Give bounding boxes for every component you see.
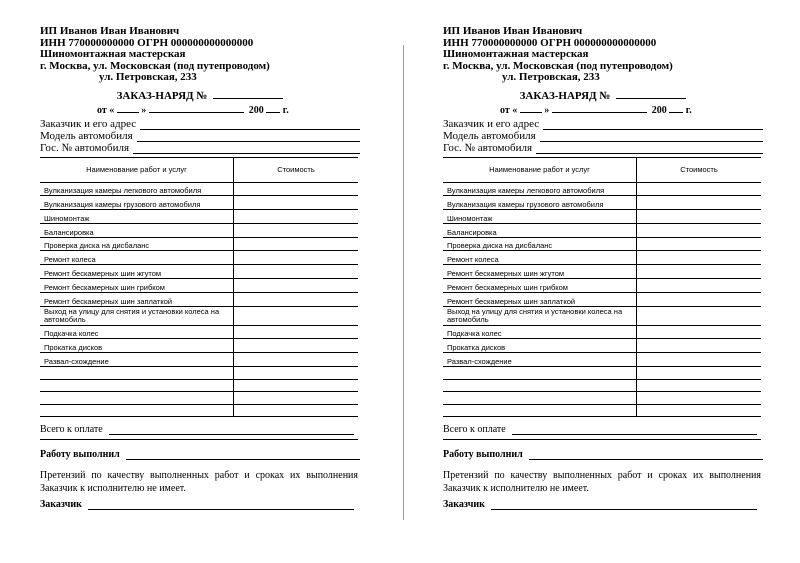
blank-cell[interactable] xyxy=(443,367,637,380)
table-row xyxy=(443,279,761,293)
total-field[interactable] xyxy=(40,423,360,435)
work-done-label: Работу выполнил xyxy=(40,449,120,461)
customer-sign-field[interactable] xyxy=(443,498,763,510)
document-title xyxy=(40,88,360,100)
cost-cell[interactable] xyxy=(234,182,359,196)
title-text: ЗАКАЗ-НАРЯД № xyxy=(116,89,208,102)
cost-cell[interactable] xyxy=(234,392,359,405)
page-divider xyxy=(403,45,404,520)
customer-line[interactable] xyxy=(543,119,763,130)
cost-cell[interactable] xyxy=(234,251,359,265)
cost-cell[interactable] xyxy=(637,379,762,392)
tax-ids: ИНН 770000000000 ОГРН 000000000000000 xyxy=(40,36,254,49)
header-works: Наименование работ и услуг xyxy=(40,157,234,182)
owner-name: ИП Иванов Иван Иванович xyxy=(40,25,180,37)
total-extra-line[interactable] xyxy=(40,439,358,440)
date-from: от « xyxy=(500,104,518,116)
cost-cell[interactable] xyxy=(234,404,359,417)
customer-field[interactable] xyxy=(40,118,360,130)
row-label: Проверка диска на дисбаланс xyxy=(443,237,637,251)
row-label: Вулканизация камеры грузового автомобиля xyxy=(40,196,234,210)
table-row xyxy=(40,223,358,237)
cost-cell[interactable] xyxy=(637,210,762,224)
table-row xyxy=(443,196,761,210)
cost-cell[interactable] xyxy=(234,339,359,353)
order-number-field[interactable] xyxy=(213,88,283,99)
table-row xyxy=(443,339,761,353)
date-year-suffix: г. xyxy=(282,104,289,116)
cost-cell[interactable] xyxy=(234,367,359,380)
blank-cell[interactable] xyxy=(40,379,234,392)
cost-cell[interactable] xyxy=(637,196,762,210)
table-row xyxy=(40,182,358,196)
date-line xyxy=(443,103,763,115)
cost-cell[interactable] xyxy=(234,325,359,339)
claims-text: Претензий по качеству выполненных работ и сроках их выполнения Заказчик к исполнителю не имеет. xyxy=(40,470,358,495)
blank-row xyxy=(40,367,358,380)
table-row xyxy=(443,325,761,339)
plate-label: Гос. № автомобиля xyxy=(40,141,130,154)
customer-sign-line[interactable] xyxy=(88,499,354,510)
date-year: 200 xyxy=(651,104,667,116)
cost-cell[interactable] xyxy=(234,306,359,325)
table-row xyxy=(443,251,761,265)
cost-cell[interactable] xyxy=(234,196,359,210)
blank-row xyxy=(40,379,358,392)
cost-cell[interactable] xyxy=(637,182,762,196)
plate-field[interactable] xyxy=(443,142,763,154)
row-label: Развал-схождение xyxy=(40,353,234,367)
blank-row xyxy=(40,392,358,405)
blank-cell[interactable] xyxy=(443,392,637,405)
table-row xyxy=(40,237,358,251)
blank-row xyxy=(443,379,761,392)
table-header-row xyxy=(443,157,761,182)
row-label: Выход на улицу для снятия и установки колеса на автомобиль xyxy=(40,306,234,325)
cost-cell[interactable] xyxy=(234,265,359,279)
table-row xyxy=(40,251,358,265)
customer-sign-label: Заказчик xyxy=(40,499,82,511)
title-text: ЗАКАЗ-НАРЯД № xyxy=(519,89,611,102)
blank-cell[interactable] xyxy=(443,404,637,417)
cost-cell[interactable] xyxy=(637,392,762,405)
blank-cell[interactable] xyxy=(443,379,637,392)
customer-sign-label: Заказчик xyxy=(443,499,485,511)
work-done-line[interactable] xyxy=(126,449,360,460)
month-field[interactable] xyxy=(149,103,244,113)
row-label: Подкачка колес xyxy=(40,325,234,339)
car-model-line[interactable] xyxy=(137,131,360,142)
work-done-field[interactable] xyxy=(40,448,360,460)
row-label: Ремонт колеса xyxy=(443,251,637,265)
owner-name: ИП Иванов Иван Иванович xyxy=(443,25,583,37)
table-row xyxy=(443,237,761,251)
order-form-left xyxy=(40,0,360,563)
table-row xyxy=(40,292,358,306)
blank-cell[interactable] xyxy=(40,404,234,417)
row-label: Прокатка дисков xyxy=(40,339,234,353)
work-done-field[interactable] xyxy=(443,448,763,460)
total-label: Всего к оплате xyxy=(40,424,103,436)
total-line[interactable] xyxy=(512,424,757,435)
car-model-field[interactable] xyxy=(40,130,360,142)
address-line-1: г. Москва, ул. Московская (под путепроводом) xyxy=(40,59,270,72)
address-line-2: ул. Петровская, 233 xyxy=(99,71,197,83)
works-table xyxy=(443,157,761,418)
row-label: Ремонт бескамерных шин грибком xyxy=(40,279,234,293)
cost-cell[interactable] xyxy=(234,237,359,251)
row-label: Вулканизация камеры грузового автомобиля xyxy=(443,196,637,210)
car-model-label: Модель автомобиля xyxy=(40,129,133,142)
table-row xyxy=(40,325,358,339)
header-cost: Стоимость xyxy=(637,157,762,182)
shop-name: Шиномонтажная мастерская xyxy=(40,48,186,60)
cost-cell[interactable] xyxy=(637,251,762,265)
cost-cell[interactable] xyxy=(637,353,762,367)
customer-line[interactable] xyxy=(140,119,360,130)
table-row xyxy=(40,306,358,325)
car-model-field[interactable] xyxy=(443,130,763,142)
customer-label: Заказчик и его адрес xyxy=(443,117,540,130)
plate-line[interactable] xyxy=(536,143,763,154)
plate-field[interactable] xyxy=(40,142,360,154)
table-row xyxy=(443,210,761,224)
cost-cell[interactable] xyxy=(637,404,762,417)
blank-cell[interactable] xyxy=(40,392,234,405)
date-year: 200 xyxy=(248,104,264,116)
row-label: Проверка диска на дисбаланс xyxy=(40,237,234,251)
total-extra-line[interactable] xyxy=(443,439,761,440)
total-field[interactable] xyxy=(443,423,763,435)
order-number-field[interactable] xyxy=(616,88,686,99)
cost-cell[interactable] xyxy=(234,210,359,224)
blank-row xyxy=(443,404,761,417)
date-year-suffix: г. xyxy=(685,104,692,116)
cost-cell[interactable] xyxy=(234,223,359,237)
document-title xyxy=(443,88,763,100)
cost-cell[interactable] xyxy=(637,339,762,353)
customer-sign-line[interactable] xyxy=(491,499,757,510)
year-field[interactable] xyxy=(669,103,683,113)
row-label: Вулканизация камеры легкового автомобиля xyxy=(40,182,234,196)
row-label: Балансировка xyxy=(443,223,637,237)
cost-cell[interactable] xyxy=(637,265,762,279)
tax-ids: ИНН 770000000000 ОГРН 000000000000000 xyxy=(443,36,657,49)
row-label: Ремонт бескамерных шин жгутом xyxy=(443,265,637,279)
cost-cell[interactable] xyxy=(637,223,762,237)
address-line-2: ул. Петровская, 233 xyxy=(502,71,600,83)
cost-cell[interactable] xyxy=(637,292,762,306)
row-label: Вулканизация камеры легкового автомобиля xyxy=(443,182,637,196)
date-line xyxy=(40,103,360,115)
claims-text: Претензий по качеству выполненных работ и сроках их выполнения Заказчик к исполнителю не имеет. xyxy=(443,470,761,495)
blank-row xyxy=(443,392,761,405)
table-row xyxy=(443,353,761,367)
order-form-right xyxy=(443,0,763,563)
shop-name: Шиномонтажная мастерская xyxy=(443,48,589,60)
day-field[interactable] xyxy=(117,103,139,113)
customer-sign-field[interactable] xyxy=(40,498,360,510)
total-label: Всего к оплате xyxy=(443,424,506,436)
table-header-row xyxy=(40,157,358,182)
row-label: Шиномонтаж xyxy=(443,210,637,224)
row-label: Балансировка xyxy=(40,223,234,237)
year-field[interactable] xyxy=(266,103,280,113)
date-quote-close: » xyxy=(544,104,550,116)
cost-cell[interactable] xyxy=(637,279,762,293)
row-label: Ремонт бескамерных шин заплаткой xyxy=(40,292,234,306)
customer-field[interactable] xyxy=(443,118,763,130)
plate-label: Гос. № автомобиля xyxy=(443,141,533,154)
table-row xyxy=(443,306,761,325)
blank-cell[interactable] xyxy=(40,367,234,380)
row-label: Ремонт бескамерных шин грибком xyxy=(443,279,637,293)
row-label: Выход на улицу для снятия и установки колеса на автомобиль xyxy=(443,306,637,325)
header-works: Наименование работ и услуг xyxy=(443,157,637,182)
customer-label: Заказчик и его адрес xyxy=(40,117,137,130)
row-label: Ремонт колеса xyxy=(40,251,234,265)
table-row xyxy=(443,265,761,279)
cost-cell[interactable] xyxy=(234,292,359,306)
cost-cell[interactable] xyxy=(637,325,762,339)
table-row xyxy=(40,353,358,367)
cost-cell[interactable] xyxy=(234,379,359,392)
table-row xyxy=(443,182,761,196)
table-row xyxy=(40,265,358,279)
cost-cell[interactable] xyxy=(234,279,359,293)
table-row xyxy=(40,339,358,353)
cost-cell[interactable] xyxy=(234,353,359,367)
address-line-1: г. Москва, ул. Московская (под путепроводом) xyxy=(443,59,673,72)
row-label: Развал-схождение xyxy=(443,353,637,367)
cost-cell[interactable] xyxy=(637,306,762,325)
table-row xyxy=(40,196,358,210)
table-row xyxy=(40,210,358,224)
total-line[interactable] xyxy=(109,424,354,435)
row-label: Ремонт бескамерных шин жгутом xyxy=(40,265,234,279)
table-row xyxy=(443,292,761,306)
car-model-line[interactable] xyxy=(540,131,763,142)
date-from: от « xyxy=(97,104,115,116)
work-done-line[interactable] xyxy=(529,449,763,460)
day-field[interactable] xyxy=(520,103,542,113)
table-row xyxy=(443,223,761,237)
blank-row xyxy=(40,404,358,417)
cost-cell[interactable] xyxy=(637,367,762,380)
work-done-label: Работу выполнил xyxy=(443,449,523,461)
row-label: Подкачка колес xyxy=(443,325,637,339)
car-model-label: Модель автомобиля xyxy=(443,129,536,142)
plate-line[interactable] xyxy=(133,143,360,154)
row-label: Ремонт бескамерных шин заплаткой xyxy=(443,292,637,306)
header-cost: Стоимость xyxy=(234,157,359,182)
month-field[interactable] xyxy=(552,103,647,113)
row-label: Шиномонтаж xyxy=(40,210,234,224)
date-quote-close: » xyxy=(141,104,147,116)
cost-cell[interactable] xyxy=(637,237,762,251)
row-label: Прокатка дисков xyxy=(443,339,637,353)
table-row xyxy=(40,279,358,293)
blank-row xyxy=(443,367,761,380)
works-table xyxy=(40,157,358,418)
